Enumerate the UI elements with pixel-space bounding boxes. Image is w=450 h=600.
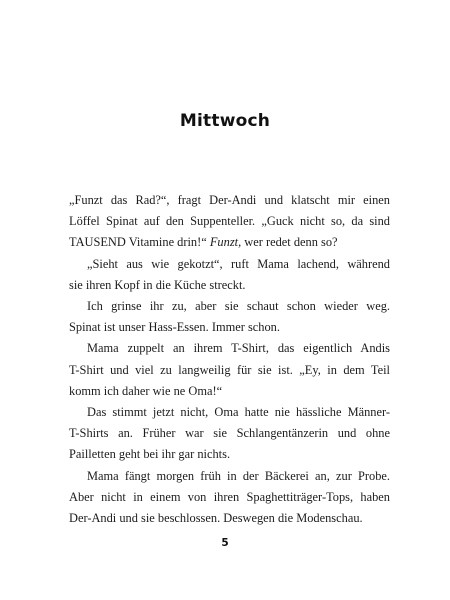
- text-line: „Sieht aus wie gekotzt“, ruft Mama lachend, während: [87, 256, 390, 271]
- text-line: Mama zuppelt an ihrem T-Shirt, das eigentlich Andis: [87, 341, 390, 356]
- text-line: sie ihren Kopf in die Küche streckt.: [69, 277, 246, 292]
- page-number: 5: [221, 537, 229, 549]
- body-text: [69, 190, 390, 529]
- text-line: Der-Andi und sie beschlossen. Deswegen die Modenschau.: [69, 511, 363, 526]
- text-line: Das stimmt jetzt nicht, Oma hatte nie hässliche Männer-: [87, 405, 390, 420]
- text-line: Aber nicht in einem von ihren Spaghettiträger-Tops, haben: [69, 489, 390, 504]
- text-line: Löffel Spinat auf den Suppenteller. „Guck nicht so, da sind: [69, 214, 390, 229]
- chapter-title: Mittwoch: [179, 111, 271, 131]
- text-line: Ich grinse ihr zu, aber sie schaut schon wieder weg.: [87, 299, 390, 314]
- text-line: TAUSEND Vitamine drin!“ Funzt, wer redet denn so?: [69, 235, 338, 250]
- emphasis-text: Funzt,: [209, 235, 242, 250]
- text-line: Pailletten geht bei ihr gar nichts.: [69, 447, 231, 462]
- text-line: T-Shirts an. Früher war sie Schlangentänzerin und ohne: [69, 426, 390, 441]
- text-line: Mama fängt morgen früh in der Bäckerei an, zur Probe.: [87, 468, 390, 483]
- text-line: Spinat ist unser Hass-Essen. Immer schon.: [69, 320, 280, 335]
- text-line: T-Shirt und viel zu langweilig für sie ist. „Ey, in dem Teil: [69, 362, 390, 377]
- text-line: komm ich daher wie ne Oma!“: [69, 383, 223, 398]
- text-line: „Funzt das Rad?“, fragt Der-Andi und klatscht mir einen: [69, 193, 390, 207]
